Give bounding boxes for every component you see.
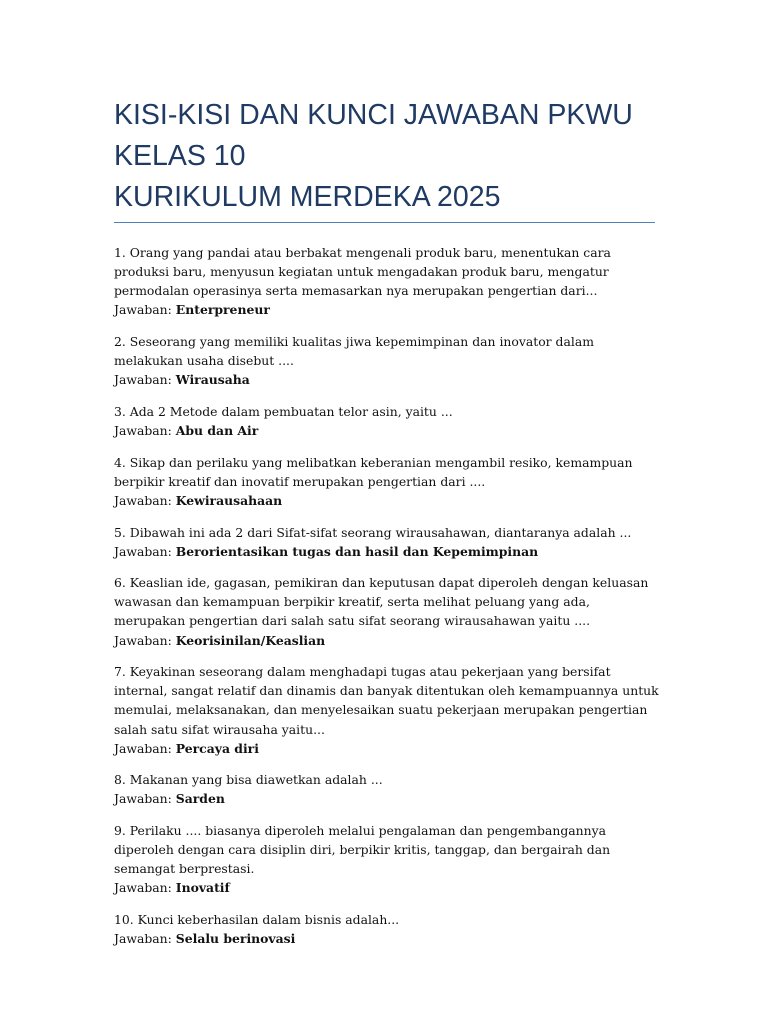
question-text: 6. Keaslian ide, gagasan, pemikiran dan keputusan dapat diperoleh dengan keluasan wawasan dan kemampuan berpikir kreatif, serta melihat peluang yang ada, merupakan pengertian dari salah satu sifat seorang wirausahawan yaitu .... <box>114 575 649 629</box>
answer-prefix: Jawaban: <box>114 880 172 896</box>
title-line: KELAS 10 <box>114 140 246 172</box>
answer-prefix: Jawaban: <box>114 931 172 947</box>
question-text: 10. Kunci keberhasilan dalam bisnis adalah... <box>114 912 400 928</box>
question-item <box>114 453 659 510</box>
question-text: 7. Keyakinan seseorang dalam menghadapi tugas atau pekerjaan yang bersifat internal, sangat relatif dan dinamis dan banyak ditentukan oleh kemampuannya untuk memulai, melaksanakan, dan menyelesaikan suatu pekerjaan merupakan pengertian salah satu sifat wirausaha yaitu... <box>114 664 659 737</box>
answer-line <box>114 929 659 948</box>
answer-prefix: Jawaban: <box>114 372 172 388</box>
answer-text: Enterpreneur <box>175 302 270 318</box>
answer-line <box>114 789 659 808</box>
answer-line <box>114 542 659 561</box>
answer-text: Kewirausahaan <box>175 492 283 508</box>
answer-text: Berorientasikan tugas dan hasil dan Kepemimpinan <box>175 543 539 559</box>
question-text: 2. Seseorang yang memiliki kualitas jiwa kepemimpinan dan inovator dalam melakukan usaha disebut .... <box>114 333 594 369</box>
question-text: 4. Sikap dan perilaku yang melibatkan keberanian mengambil resiko, kemampuan berpikir kreatif dan inovatif merupakan pengertian dari .... <box>114 454 633 489</box>
answer-text: Keorisinilan/Keaslian <box>175 632 326 648</box>
document-title <box>114 0 659 218</box>
question-list <box>114 243 659 948</box>
title-line: KURIKULUM MERDEKA 2025 <box>114 181 501 213</box>
question-item <box>114 573 659 649</box>
title-underline <box>114 222 655 223</box>
answer-prefix: Jawaban: <box>114 791 172 807</box>
title-line: KISI-KISI DAN KUNCI JAWABAN PKWU <box>114 99 633 131</box>
question-item <box>114 402 659 440</box>
answer-prefix: Jawaban: <box>114 422 172 438</box>
answer-text: Wirausaha <box>175 372 250 388</box>
question-item <box>114 332 659 389</box>
answer-line <box>114 631 659 650</box>
document-page <box>114 0 659 961</box>
question-text: 8. Makanan yang bisa diawetkan adalah ... <box>114 772 383 788</box>
answer-text: Selalu berinovasi <box>175 931 296 947</box>
question-text: 5. Dibawah ini ada 2 dari Sifat-sifat seorang wirausahawan, diantaranya adalah ... <box>114 524 632 540</box>
answer-prefix: Jawaban: <box>114 740 172 756</box>
answer-prefix: Jawaban: <box>114 302 172 318</box>
answer-text: Percaya diri <box>175 740 259 756</box>
answer-line <box>114 878 659 897</box>
question-text: 1. Orang yang pandai atau berbakat mengenali produk baru, menentukan cara produksi baru, menyusun kegiatan untuk mengadakan produk baru, mengatur permodalan operasinya serta memasarkan nya merupakan pengertian dari... <box>114 245 611 299</box>
question-item <box>114 770 659 808</box>
question-item <box>114 243 659 319</box>
question-text: 3. Ada 2 Metode dalam pembuatan telor asin, yaitu ... <box>114 403 453 419</box>
question-item <box>114 662 659 757</box>
question-item <box>114 523 659 561</box>
answer-line <box>114 739 659 758</box>
answer-prefix: Jawaban: <box>114 632 172 648</box>
answer-text: Sarden <box>175 791 225 807</box>
answer-text: Inovatif <box>175 880 230 896</box>
answer-line <box>114 491 659 510</box>
answer-prefix: Jawaban: <box>114 492 172 508</box>
question-item <box>114 910 659 948</box>
question-text: 9. Perilaku .... biasanya diperoleh melalui pengalaman dan pengembangannya diperoleh dengan cara disiplin diri, berpikir kritis, tanggap, dan bergairah dan semangat berprestasi. <box>114 823 611 877</box>
answer-text: Abu dan Air <box>175 422 259 438</box>
answer-line <box>114 421 659 440</box>
answer-prefix: Jawaban: <box>114 543 172 559</box>
answer-line <box>114 370 659 389</box>
question-item <box>114 821 659 897</box>
answer-line <box>114 300 659 319</box>
